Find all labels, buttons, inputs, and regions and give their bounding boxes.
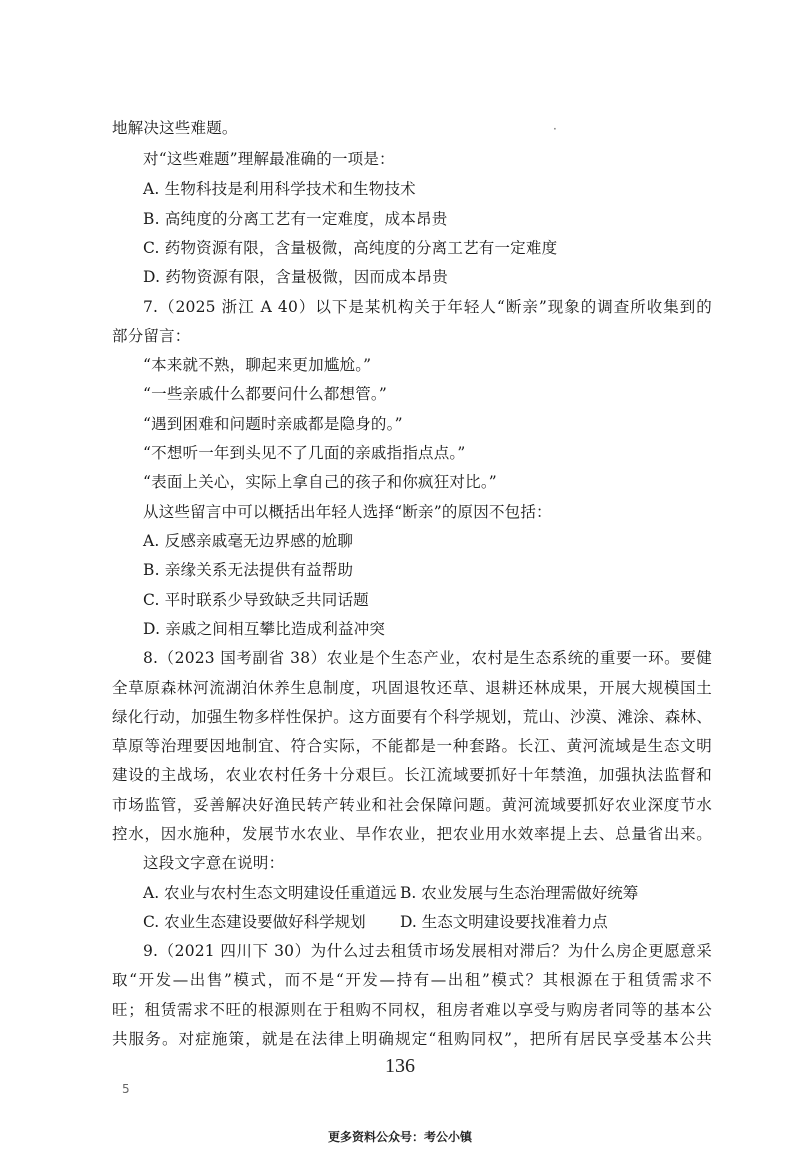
question-prompt: 对“这些难题”理解最准确的一项是： bbox=[143, 150, 395, 168]
text-line: 草原等治理要因地制宜、符合实际，不能都是一种套路。长江、黄河流域是生态文明 bbox=[112, 737, 712, 755]
text-line: 取“开发—出售”模式，而不是“开发—持有—出租”模式？其根源在于租赁需求不 bbox=[112, 971, 712, 989]
quote-line: “一些亲戚什么都要问什么都想管。” bbox=[143, 385, 387, 403]
option-b: B. 农业发展与生态治理需做好统筹 bbox=[400, 884, 639, 902]
question-7-stem: 7.（2025 浙江 A 40）以下是某机构关于年轻人“断亲”现象的调查所收集到的 bbox=[143, 298, 712, 316]
text-line: 全草原森林河流湖泊休养生息制度，巩固退牧还草、退耕还林成果，开展大规模国土 bbox=[112, 679, 712, 697]
option-d: D. 药物资源有限，含量极微，因而成本昂贵 bbox=[143, 268, 448, 286]
question-8-stem: 8.（2023 国考副省 38）农业是个生态产业，农村是生态系统的重要一环。要健 bbox=[143, 649, 712, 667]
page-number: 136 bbox=[385, 1055, 415, 1077]
text-line: 部分留言： bbox=[112, 327, 191, 345]
margin-mark: 5 bbox=[122, 1082, 130, 1096]
text-line: 绿化行动，加强生物多样性保护。这方面要有个科学规划，荒山、沙漠、滩涂、森林、 bbox=[112, 708, 712, 726]
question-9-stem: 9.（2021 四川下 30）为什么过去租赁市场发展相对滞后？为什么房企更愿意采 bbox=[143, 942, 712, 960]
option-a: A. 反感亲戚毫无边界感的尬聊 bbox=[143, 532, 354, 550]
option-b: B. 亲缘关系无法提供有益帮助 bbox=[143, 561, 354, 579]
option-a: A. 生物科技是利用科学技术和生物技术 bbox=[143, 180, 416, 198]
text-line: 旺；租赁需求不旺的根源则在于租购不同权，租房者难以享受与购房者同等的基本公 bbox=[112, 1001, 712, 1019]
text-line: 市场监管，妥善解决好渔民转产转业和社会保障问题。黄河流域要抓好农业深度节水 bbox=[112, 796, 712, 814]
option-c: C. 农业生态建设要做好科学规划 bbox=[143, 913, 366, 931]
footer-watermark: 更多资料公众号：考公小镇 bbox=[327, 1130, 472, 1144]
option-c: C. 平时联系少导致缺乏共同话题 bbox=[143, 591, 369, 609]
option-c: C. 药物资源有限，含量极微，高纯度的分离工艺有一定难度 bbox=[143, 239, 558, 257]
option-a: A. 农业与农村生态文明建设任重道远 bbox=[143, 884, 397, 902]
question-prompt: 这段文字意在说明： bbox=[143, 854, 285, 872]
option-d: D. 亲戚之间相互攀比造成利益冲突 bbox=[143, 620, 386, 638]
question-prompt: 从这些留言中可以概括出年轻人选择“断亲”的原因不包括： bbox=[143, 503, 552, 521]
text-line: 地解决这些难题。 bbox=[112, 119, 238, 137]
option-d: D. 生态文明建设要找准着力点 bbox=[400, 913, 608, 931]
text-line: 共服务。对症施策，就是在法律上明确规定“租购同权”，把所有居民享受基本公共 bbox=[112, 1030, 712, 1048]
text-line: 控水，因水施种，发展节水农业、旱作农业，把农业用水效率提上去、总量省出来。 bbox=[112, 825, 712, 843]
quote-line: “遇到困难和问题时亲戚都是隐身的。” bbox=[143, 415, 403, 433]
text-line: 建设的主战场，农业农村任务十分艰巨。长江流域要抓好十年禁渔，加强执法监督和 bbox=[112, 766, 712, 784]
quote-line: “不想听一年到头见不了几面的亲戚指指点点。” bbox=[143, 444, 466, 462]
quote-line: “本来就不熟，聊起来更加尴尬。” bbox=[143, 356, 372, 374]
scan-speck: · bbox=[553, 122, 557, 136]
quote-line: “表面上关心，实际上拿自己的孩子和你疯狂对比。” bbox=[143, 473, 497, 491]
option-b: B. 高纯度的分离工艺有一定难度，成本昂贵 bbox=[143, 210, 448, 228]
